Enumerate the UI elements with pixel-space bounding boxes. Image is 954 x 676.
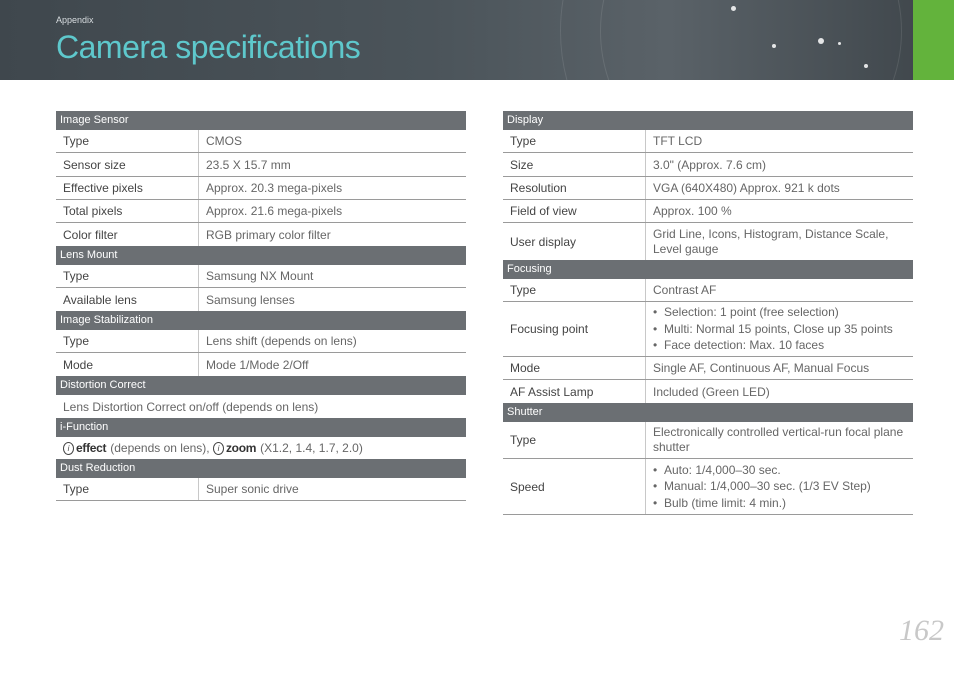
- table-row: [503, 223, 913, 260]
- list-item: • Bulb (time limit: 4 min.): [653, 495, 905, 512]
- table-row: [56, 265, 466, 288]
- spec-value: 23.5 X 15.7 mm: [206, 157, 291, 172]
- list-item: • Face detection: Max. 10 faces: [653, 337, 905, 354]
- spec-key: Type: [56, 478, 199, 500]
- i-function-zoom-text: (X1.2, 1.4, 1.7, 2.0): [260, 441, 363, 455]
- spec-value: Mode 1/Mode 2/Off: [206, 357, 309, 372]
- spec-value-list: [646, 302, 913, 356]
- table-row: [503, 177, 913, 200]
- table-row: [56, 395, 466, 418]
- section-heading-lens-mount: Lens Mount: [56, 246, 466, 265]
- section-heading-image-stabilization: Image Stabilization: [56, 311, 466, 330]
- spec-value: Included (Green LED): [653, 384, 770, 399]
- spec-column-right: [503, 111, 913, 515]
- spec-value-i-function: [56, 437, 466, 459]
- table-row: [56, 288, 466, 311]
- table-row: [56, 177, 466, 200]
- page-title: Camera specifications: [56, 29, 361, 65]
- table-row: [503, 200, 913, 223]
- table-row: [56, 437, 466, 459]
- list-item: • Selection: 1 point (free selection): [653, 304, 905, 321]
- spec-key: Available lens: [56, 288, 199, 311]
- spec-key: Speed: [503, 459, 646, 514]
- section-label: Appendix: [56, 15, 94, 25]
- table-row: [503, 153, 913, 177]
- table-row: [503, 459, 913, 515]
- spec-value: Grid Line, Icons, Histogram, Distance Scale, Level gauge: [653, 226, 889, 256]
- i-function-icon: i: [213, 442, 224, 455]
- i-function-zoom-label: zoom: [225, 441, 257, 455]
- spec-value: Super sonic drive: [206, 482, 299, 496]
- spec-key: Resolution: [503, 177, 646, 199]
- decorative-dot: [772, 44, 776, 48]
- table-row: [56, 153, 466, 177]
- section-heading-distortion-correct: Distortion Correct: [56, 376, 466, 395]
- section-heading-i-function: i-Function: [56, 418, 466, 437]
- list-item: • Manual: 1/4,000–30 sec. (1/3 EV Step): [653, 478, 905, 495]
- spec-value: Samsung lenses: [206, 292, 295, 307]
- spec-value: TFT LCD: [653, 134, 703, 148]
- spec-value: CMOS: [206, 134, 242, 148]
- decorative-ring: [600, 0, 902, 80]
- spec-key: AF Assist Lamp: [503, 380, 646, 403]
- section-heading-shutter: Shutter: [503, 403, 913, 422]
- spec-value: 3.0" (Approx. 7.6 cm): [653, 157, 766, 172]
- section-heading-focusing: Focusing: [503, 260, 913, 279]
- spec-key: Type: [56, 130, 199, 152]
- spec-key: Field of view: [503, 200, 646, 222]
- section-heading-dust-reduction: Dust Reduction: [56, 459, 466, 478]
- spec-key: Mode: [56, 353, 199, 376]
- decorative-dot: [731, 6, 736, 11]
- spec-value: Approx. 21.6 mega-pixels: [206, 204, 343, 218]
- i-function-icon: i: [63, 442, 74, 455]
- table-row: [503, 380, 913, 403]
- page-header: [0, 0, 954, 80]
- spec-key: Type: [503, 130, 646, 152]
- section-heading-image-sensor: Image Sensor: [56, 111, 466, 130]
- spec-key: Size: [503, 153, 646, 176]
- table-row: [503, 130, 913, 153]
- spec-column-left: [56, 111, 466, 501]
- spec-value: RGB primary color filter: [206, 227, 331, 242]
- i-function-effect-label: effect: [76, 441, 107, 455]
- spec-key: Focusing point: [503, 302, 646, 356]
- spec-value: Electronically controlled vertical-run focal plane shutter: [653, 425, 904, 454]
- chapter-tab: [913, 0, 954, 80]
- spec-key: Type: [503, 422, 646, 458]
- i-function-effect-text: (depends on lens),: [110, 441, 210, 455]
- table-row: [56, 200, 466, 223]
- spec-value: Single AF, Continuous AF, Manual Focus: [653, 361, 870, 375]
- decorative-dot: [838, 42, 841, 45]
- spec-key: Mode: [503, 357, 646, 379]
- table-row: [503, 422, 913, 459]
- section-heading-display: Display: [503, 111, 913, 130]
- table-row: [56, 353, 466, 376]
- decorative-dot: [864, 64, 868, 68]
- spec-key: Total pixels: [56, 200, 199, 222]
- spec-key: Type: [503, 279, 646, 301]
- table-row: [56, 223, 466, 246]
- table-row: [56, 330, 466, 353]
- spec-value: Lens shift (depends on lens): [206, 334, 357, 348]
- spec-key: User display: [503, 223, 646, 260]
- spec-key: Type: [56, 265, 199, 287]
- spec-key: Sensor size: [56, 153, 199, 176]
- decorative-dot: [818, 38, 824, 44]
- spec-value: Contrast AF: [653, 283, 717, 297]
- spec-value: Lens Distortion Correct on/off (depends on lens): [63, 399, 319, 414]
- spec-value: Approx. 20.3 mega-pixels: [206, 181, 343, 195]
- spec-key: Type: [56, 330, 199, 352]
- list-item: • Auto: 1/4,000–30 sec.: [653, 462, 905, 479]
- page-number: 162: [899, 614, 944, 647]
- table-row: [503, 302, 913, 357]
- spec-key: Effective pixels: [56, 177, 199, 199]
- list-item: • Multi: Normal 15 points, Close up 35 points: [653, 321, 905, 338]
- spec-value: Samsung NX Mount: [206, 269, 314, 283]
- spec-value: Approx. 100 %: [653, 204, 732, 218]
- table-row: [56, 130, 466, 153]
- spec-key: Color filter: [56, 223, 199, 246]
- table-row: [503, 279, 913, 302]
- spec-value: VGA (640X480) Approx. 921 k dots: [653, 181, 840, 195]
- spec-value-list: [646, 459, 913, 514]
- table-row: [56, 478, 466, 501]
- table-row: [503, 357, 913, 380]
